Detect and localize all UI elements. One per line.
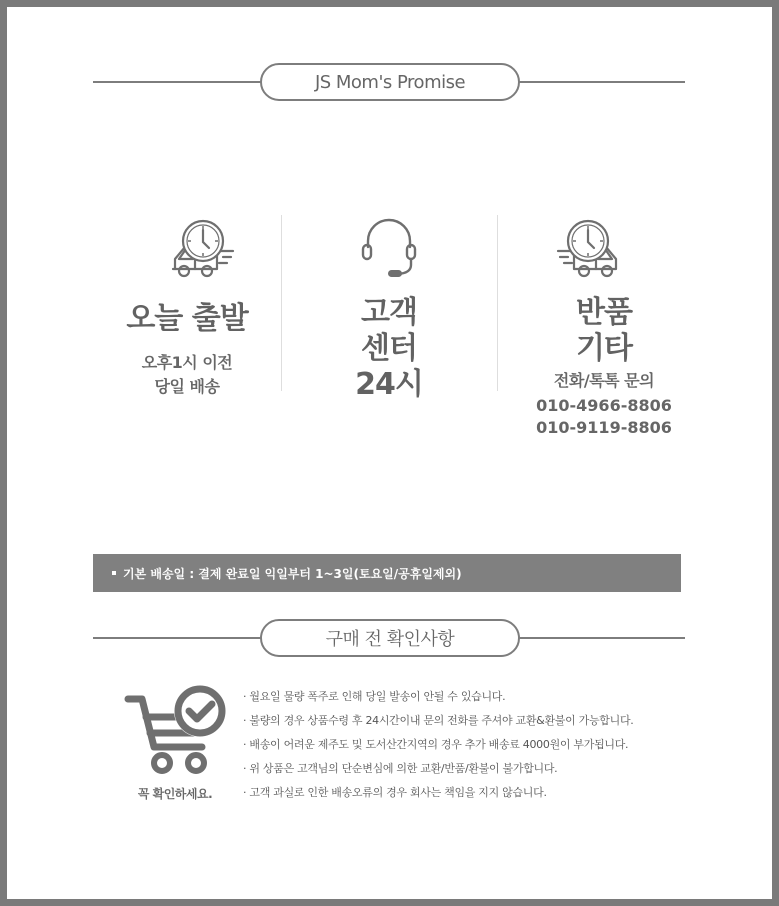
notice-item: · 월요일 물량 폭주로 인해 당일 발송이 안될 수 있습니다. (243, 690, 506, 703)
notice-item: · 불량의 경우 상품수령 후 24시간이내 문의 전화를 주셔야 교환&환불이 가능합니다. (243, 714, 634, 727)
check-title: 구매 전 확인사항 (260, 619, 520, 657)
column-divider (281, 215, 282, 391)
phone-number[interactable]: 010-4966-8806 (536, 396, 672, 415)
return-truck-clock-icon (554, 217, 654, 281)
page (7, 7, 772, 899)
cart-check-icon (120, 679, 230, 779)
check-header (93, 619, 685, 657)
notice-item: · 배송이 어려운 제주도 및 도서산간지역의 경우 추가 배송료 4000원이 부가됩니다. (243, 738, 629, 751)
cart-block (115, 679, 235, 802)
customer-center-title: 센터 (361, 331, 417, 366)
returns-title: 기타 (576, 331, 632, 366)
returns-subtitle: 전화/톡톡 문의 (553, 371, 655, 390)
customer-center-column (289, 217, 489, 403)
shipping-info-text: 기본 배송일 : 결제 완료일 익일부터 1~3일(토요일/공휴일제외) (123, 566, 462, 581)
bullet-icon (112, 571, 116, 575)
returns-title: 반품 (576, 295, 632, 330)
notice-item: · 고객 과실로 인한 배송오류의 경우 회사는 책임을 지지 않습니다. (243, 786, 547, 799)
phone-number[interactable]: 010-9119-8806 (536, 418, 672, 437)
cart-label: 꼭 확인하세요. (137, 787, 213, 801)
delivery-truck-clock-icon (137, 217, 237, 281)
today-shipping-line: 당일 배송 (154, 377, 220, 396)
column-divider (497, 215, 498, 391)
returns-column (504, 217, 704, 439)
notice-item: · 위 상품은 고객님의 단순변심에 의한 교환/반품/환불이 불가합니다. (243, 762, 558, 775)
shipping-info-bar (93, 554, 681, 592)
today-shipping-line: 오후1시 이전 (141, 353, 233, 372)
promise-header (93, 63, 685, 101)
today-shipping-column (87, 217, 287, 399)
customer-center-title: 고객 (361, 295, 417, 330)
notice-list (243, 685, 633, 805)
today-shipping-title: 오늘 출발 (126, 301, 248, 336)
promise-title: JS Mom's Promise (260, 63, 520, 101)
customer-center-title: 24시 (355, 367, 423, 402)
headset-icon (354, 217, 424, 281)
